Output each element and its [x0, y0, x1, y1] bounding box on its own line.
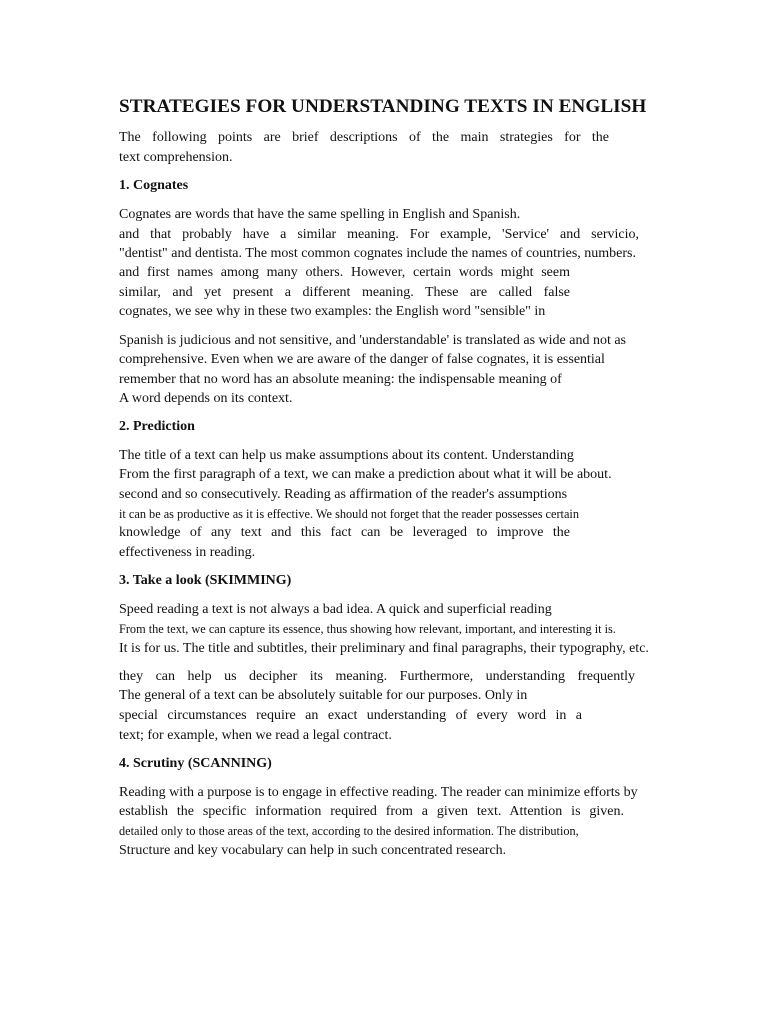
paragraph-line: second and so consecutively. Reading as affirmation of the reader's assumptions — [119, 487, 568, 502]
paragraph-line: special circumstances require an exact understanding of every word in a — [119, 708, 582, 723]
intro-line: text comprehension. — [119, 150, 233, 165]
paragraph-line: knowledge of any text and this fact can be leveraged to improve the — [119, 525, 570, 540]
section-heading-skimming: 3. Take a look (SKIMMING) — [119, 573, 292, 588]
paragraph-line: "dentist" and dentista. The most common cognates include the names of countries, numbers. — [119, 246, 637, 261]
paragraph-line: establish the specific information required from a given text. Attention is given. — [119, 804, 624, 819]
paragraph-line: From the text, we can capture its essence, thus showing how relevant, important, and interesting it is. — [119, 622, 616, 636]
section-heading-cognates: 1. Cognates — [119, 178, 189, 193]
paragraph-line: text; for example, when we read a legal contract. — [119, 728, 392, 743]
paragraph-line: detailed only to those areas of the text, according to the desired information. The distribution, — [119, 824, 579, 838]
paragraph-line: Reading with a purpose is to engage in effective reading. The reader can minimize efforts by — [119, 785, 638, 800]
paragraph-line: The general of a text can be absolutely suitable for our purposes. Only in — [119, 688, 528, 703]
document-title: STRATEGIES FOR UNDERSTANDING TEXTS IN ENGLISH — [119, 96, 647, 117]
paragraph-line: From the first paragraph of a text, we can make a prediction about what it will be about. — [119, 467, 612, 482]
paragraph-line: effectiveness in reading. — [119, 545, 256, 560]
paragraph-line: cognates, we see why in these two examples: the English word "sensible" in — [119, 304, 546, 319]
paragraph-line: Cognates are words that have the same spelling in English and Spanish. — [119, 207, 521, 222]
paragraph-line: they can help us decipher its meaning. Furthermore, understanding frequently — [119, 669, 635, 684]
paragraph-line: Spanish is judicious and not sensitive, and 'understandable' is translated as wide and not as — [119, 333, 627, 348]
intro-line: The following points are brief descriptions of the main strategies for the — [119, 130, 609, 145]
paragraph-line: and first names among many others. However, certain words might seem — [119, 265, 570, 280]
section-heading-scanning: 4. Scrutiny (SCANNING) — [119, 756, 272, 771]
paragraph-line: Structure and key vocabulary can help in such concentrated research. — [119, 843, 507, 858]
paragraph-line: Speed reading a text is not always a bad idea. A quick and superficial reading — [119, 602, 552, 617]
paragraph-line: A word depends on its context. — [119, 391, 293, 406]
paragraph-line: similar, and yet present a different meaning. These are called false — [119, 285, 570, 300]
paragraph-line: remember that no word has an absolute meaning: the indispensable meaning of — [119, 372, 562, 387]
paragraph-line: The title of a text can help us make assumptions about its content. Understanding — [119, 448, 574, 463]
paragraph-line: comprehensive. Even when we are aware of the danger of false cognates, it is essential — [119, 352, 605, 367]
paragraph-line: it can be as productive as it is effective. We should not forget that the reader possesses certain — [119, 507, 579, 521]
section-heading-prediction: 2. Prediction — [119, 419, 195, 434]
paragraph-line: It is for us. The title and subtitles, their preliminary and final paragraphs, their typography, etc. — [119, 641, 649, 656]
paragraph-line: and that probably have a similar meaning. For example, 'Service' and servicio, — [119, 227, 639, 242]
